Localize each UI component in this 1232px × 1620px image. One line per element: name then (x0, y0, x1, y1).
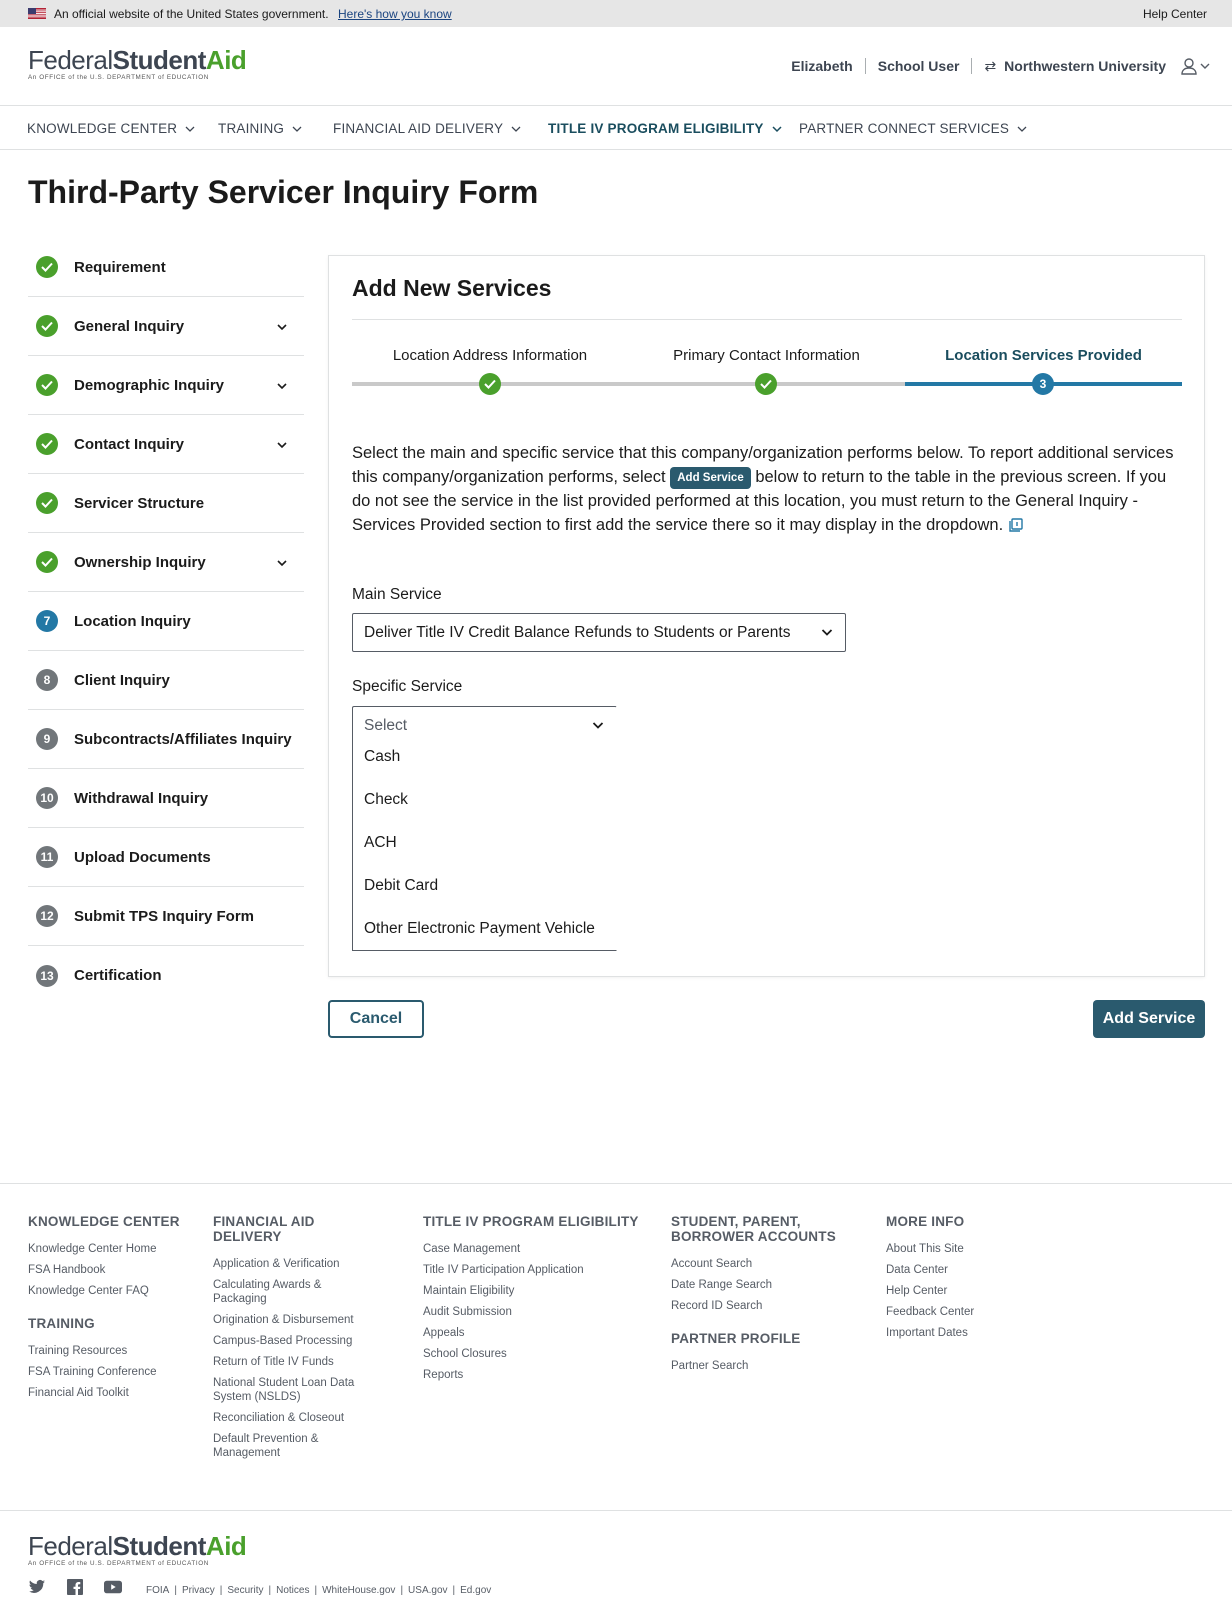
footer-link[interactable]: Appeals (423, 1327, 465, 1339)
gov-banner-text: An official website of the United States government. (54, 7, 329, 21)
logo-aid: Aid (205, 1531, 247, 1561)
logo-aid: Aid (205, 45, 247, 75)
nav-partner-connect[interactable] (799, 121, 1027, 136)
footer-link[interactable]: Calculating Awards & Packaging (213, 1279, 322, 1305)
help-book-icon[interactable] (1009, 518, 1023, 532)
divider (971, 58, 972, 74)
footer-link[interactable]: Default Prevention & Management (213, 1433, 319, 1459)
step-subcontracts-affiliates-inquiry[interactable] (28, 710, 304, 769)
stepper-track (352, 382, 905, 386)
footer-legal-link[interactable]: Notices (276, 1585, 310, 1596)
youtube-icon[interactable] (104, 1579, 122, 1595)
instructions-part1: Select the main and specific service that this company/organization performs below. To report additional services this company/organization performs, select (352, 444, 1174, 486)
footer-link[interactable]: Origination & Disbursement (213, 1314, 354, 1326)
step-client-inquiry[interactable] (28, 651, 304, 710)
help-center-link[interactable]: Help Center (1142, 7, 1207, 21)
footer-link[interactable]: Training Resources (28, 1345, 128, 1357)
step-number-badge: 7 (36, 610, 58, 632)
logo-student: Student (112, 1531, 206, 1561)
option-other-electronic[interactable]: Other Electronic Payment Vehicle (364, 919, 595, 937)
chevron-down-icon (292, 124, 302, 134)
footer-link[interactable]: Financial Aid Toolkit (28, 1387, 129, 1399)
footer-link[interactable]: Title IV Participation Application (423, 1264, 584, 1276)
how-you-know-link[interactable]: Here's how you know (338, 7, 452, 21)
footer-heading: MORE INFO (886, 1214, 965, 1229)
fsa-logo[interactable] (28, 47, 246, 81)
chevron-down-icon[interactable] (276, 558, 288, 568)
option-cash[interactable]: Cash (364, 747, 401, 765)
logo-student: Student (112, 45, 206, 75)
nav-training[interactable] (218, 121, 302, 136)
add-service-pill: Add Service (670, 467, 750, 489)
step-label: Contact Inquiry (74, 435, 185, 453)
step-withdrawal-inquiry[interactable] (28, 769, 304, 828)
step-number-badge: 10 (36, 787, 58, 809)
check-icon (755, 373, 777, 395)
footer-link[interactable]: Campus-Based Processing (213, 1335, 353, 1347)
chevron-down-icon (772, 124, 782, 134)
card-title: Add New Services (352, 275, 552, 301)
chevron-down-icon[interactable] (276, 381, 288, 391)
specific-service-dropdown (352, 735, 617, 951)
footer-legal-link[interactable]: USA.gov (408, 1585, 448, 1596)
check-icon (36, 374, 58, 396)
divider (352, 319, 1182, 320)
option-check[interactable]: Check (364, 790, 408, 808)
footer-link[interactable]: FSA Training Conference (28, 1366, 157, 1378)
step-certification[interactable] (28, 946, 304, 1005)
footer-link[interactable]: Record ID Search (671, 1300, 763, 1312)
footer-link[interactable]: Case Management (423, 1243, 521, 1255)
chevron-down-icon (821, 628, 833, 637)
nav-label: FINANCIAL AID DELIVERY (333, 121, 504, 136)
step-label: Location Inquiry (74, 612, 191, 630)
footer-col-accounts (671, 1214, 841, 1380)
footer-legal-link[interactable]: Security (227, 1585, 264, 1596)
footer-link[interactable]: Feedback Center (886, 1306, 975, 1318)
user-area (791, 57, 1210, 75)
footer-link[interactable]: FSA Handbook (28, 1264, 106, 1276)
option-debit-card[interactable]: Debit Card (364, 876, 439, 894)
switch-institution-icon[interactable]: ⇄ (984, 57, 997, 74)
footer-link[interactable]: Reconciliation & Closeout (213, 1412, 345, 1424)
divider: | (314, 1585, 318, 1596)
footer-link[interactable]: Account Search (671, 1258, 753, 1270)
footer-heading: STUDENT, PARENT, BORROWER ACCOUNTS (671, 1214, 836, 1244)
instructions-text (352, 441, 1182, 537)
logo-federal: Federal (28, 1531, 113, 1561)
step-requirement[interactable] (28, 238, 304, 297)
user-menu-button[interactable] (1180, 57, 1210, 75)
footer-link[interactable]: Application & Verification (213, 1258, 340, 1270)
step-label: Upload Documents (74, 848, 211, 866)
footer-col-eligibility (423, 1214, 653, 1389)
step-label: Servicer Structure (74, 494, 205, 512)
footer-col-fad (213, 1214, 373, 1467)
footer-link[interactable]: Audit Submission (423, 1306, 512, 1318)
user-role: School User (877, 58, 960, 74)
institution-name[interactable]: Northwestern University (1004, 58, 1166, 74)
nav-knowledge-center[interactable] (27, 121, 195, 136)
specific-service-label: Specific Service (352, 678, 463, 695)
divider (865, 58, 866, 74)
footer-link[interactable]: Help Center (886, 1285, 948, 1297)
instructions-part2: below to return to the table in the previous screen. If you do not see the service in the list provided performed at this location, you must return to the General Inquiry - Services Provided section to first add the service there so it may display in the dropdown. (352, 468, 1167, 534)
footer-heading: FINANCIAL AID DELIVERY (213, 1214, 315, 1244)
footer-heading: PARTNER PROFILE (671, 1331, 801, 1346)
nav-label: KNOWLEDGE CENTER (27, 121, 178, 136)
step-label: Withdrawal Inquiry (74, 789, 209, 807)
chevron-down-icon[interactable] (276, 322, 288, 332)
chevron-down-icon[interactable] (276, 440, 288, 450)
chevron-down-icon (511, 124, 521, 134)
step-servicer-structure[interactable] (28, 474, 304, 533)
footer-legal-link[interactable]: Privacy (181, 1585, 215, 1596)
user-name: Elizabeth (791, 58, 853, 74)
page-title: Third-Party Servicer Inquiry Form (28, 174, 539, 210)
footer-legal-links (146, 1585, 491, 1596)
stepper-current-badge: 3 (1032, 373, 1054, 395)
footer-legal-link[interactable]: WhiteHouse.gov (322, 1585, 396, 1596)
main-nav (0, 106, 1232, 150)
check-icon (36, 433, 58, 455)
chevron-down-icon (185, 124, 195, 134)
footer-link[interactable]: School Closures (423, 1348, 507, 1360)
step-general-inquiry[interactable] (28, 297, 304, 356)
site-footer (0, 1183, 1232, 1510)
main-service-label: Main Service (352, 586, 442, 603)
chevron-down-icon (592, 721, 604, 730)
add-service-button[interactable]: Add Service (1093, 1000, 1205, 1038)
cancel-button[interactable]: Cancel (328, 1000, 424, 1038)
footer-link[interactable]: Knowledge Center Home (28, 1243, 157, 1255)
step-label: Ownership Inquiry (74, 553, 206, 571)
footer-legal-link[interactable]: FOIA (146, 1585, 170, 1596)
form-steps-sidebar (28, 238, 304, 1005)
footer-link[interactable]: Reports (423, 1369, 464, 1381)
footer-bottom (0, 1510, 1232, 1620)
check-icon (36, 315, 58, 337)
chevron-down-icon (1200, 62, 1210, 70)
fsa-logo[interactable] (28, 1533, 246, 1567)
user-icon (1180, 57, 1198, 75)
facebook-icon[interactable] (66, 1579, 84, 1595)
stepper-label-3: Location Services Provided (945, 347, 1142, 364)
progress-stepper (352, 331, 1182, 401)
divider: | (219, 1585, 223, 1596)
divider: | (174, 1585, 177, 1596)
main-service-value: Deliver Title IV Credit Balance Refunds to Students or Parents (364, 623, 791, 641)
footer-link[interactable]: Partner Search (671, 1360, 749, 1372)
step-number-badge: 12 (36, 905, 58, 927)
option-ach[interactable]: ACH (364, 833, 397, 851)
step-label: Client Inquiry (74, 671, 170, 689)
check-icon (36, 551, 58, 573)
footer-heading: TITLE IV PROGRAM ELIGIBILITY (423, 1214, 639, 1229)
specific-service-placeholder: Select (364, 716, 408, 734)
step-number-badge: 11 (36, 846, 58, 868)
step-demographic-inquiry[interactable] (28, 356, 304, 415)
nav-label: PARTNER CONNECT SERVICES (799, 121, 1010, 136)
step-label: Certification (74, 967, 162, 984)
step-label: Requirement (74, 258, 166, 276)
main-service-select[interactable] (352, 613, 846, 652)
step-location-inquiry[interactable] (28, 592, 304, 651)
footer-link[interactable]: Important Dates (886, 1327, 968, 1339)
logo-tagline: An OFFICE of the U.S. DEPARTMENT of EDUCATION (28, 1560, 209, 1567)
footer-link[interactable]: Data Center (886, 1264, 949, 1276)
footer-link[interactable]: About This Site (886, 1243, 964, 1255)
logo-federal: Federal (28, 45, 113, 75)
footer-link[interactable]: Date Range Search (671, 1279, 773, 1291)
twitter-icon[interactable] (28, 1579, 46, 1595)
step-label: General Inquiry (74, 317, 185, 335)
step-upload-documents[interactable] (28, 828, 304, 887)
social-links (28, 1579, 142, 1595)
footer-link[interactable]: Maintain Eligibility (423, 1285, 515, 1297)
stepper-label-1: Location Address Information (392, 347, 588, 364)
chevron-down-icon (1017, 124, 1027, 134)
footer-link[interactable]: Return of Title IV Funds (213, 1356, 334, 1368)
step-number-badge: 13 (36, 965, 58, 987)
gov-banner (0, 0, 1232, 27)
footer-heading: KNOWLEDGE CENTER (28, 1214, 180, 1229)
nav-label: TITLE IV PROGRAM ELIGIBILITY (548, 121, 764, 136)
us-flag-icon (28, 8, 46, 19)
step-contact-inquiry[interactable] (28, 415, 304, 474)
nav-financial-aid-delivery[interactable] (333, 121, 521, 136)
step-label: Demographic Inquiry (74, 376, 225, 394)
site-header (0, 27, 1232, 106)
footer-col-more (886, 1214, 1036, 1347)
footer-col-knowledge (28, 1214, 198, 1407)
footer-link[interactable]: Knowledge Center FAQ (28, 1285, 149, 1297)
step-number-badge: 8 (36, 669, 58, 691)
stepper-label-2: Primary Contact Information (673, 347, 860, 364)
divider: | (268, 1585, 272, 1596)
footer-legal-link[interactable]: Ed.gov (460, 1585, 492, 1596)
check-icon (36, 492, 58, 514)
add-services-card (328, 255, 1205, 977)
step-submit-tps-inquiry-form[interactable] (28, 887, 304, 946)
nav-label: TRAINING (218, 121, 285, 136)
step-label: Subcontracts/Affiliates Inquiry (74, 730, 292, 748)
check-icon (479, 373, 501, 395)
step-ownership-inquiry[interactable] (28, 533, 304, 592)
nav-title-iv-eligibility[interactable] (548, 121, 782, 136)
footer-link[interactable]: National Student Loan Data System (NSLDS) (213, 1377, 355, 1403)
step-label: Submit TPS Inquiry Form (74, 907, 255, 925)
check-icon (36, 256, 58, 278)
footer-heading: TRAINING (28, 1316, 95, 1331)
divider: | (452, 1585, 456, 1596)
step-number-badge: 9 (36, 728, 58, 750)
divider: | (400, 1585, 404, 1596)
logo-tagline: An OFFICE of the U.S. DEPARTMENT of EDUCATION (28, 74, 209, 81)
